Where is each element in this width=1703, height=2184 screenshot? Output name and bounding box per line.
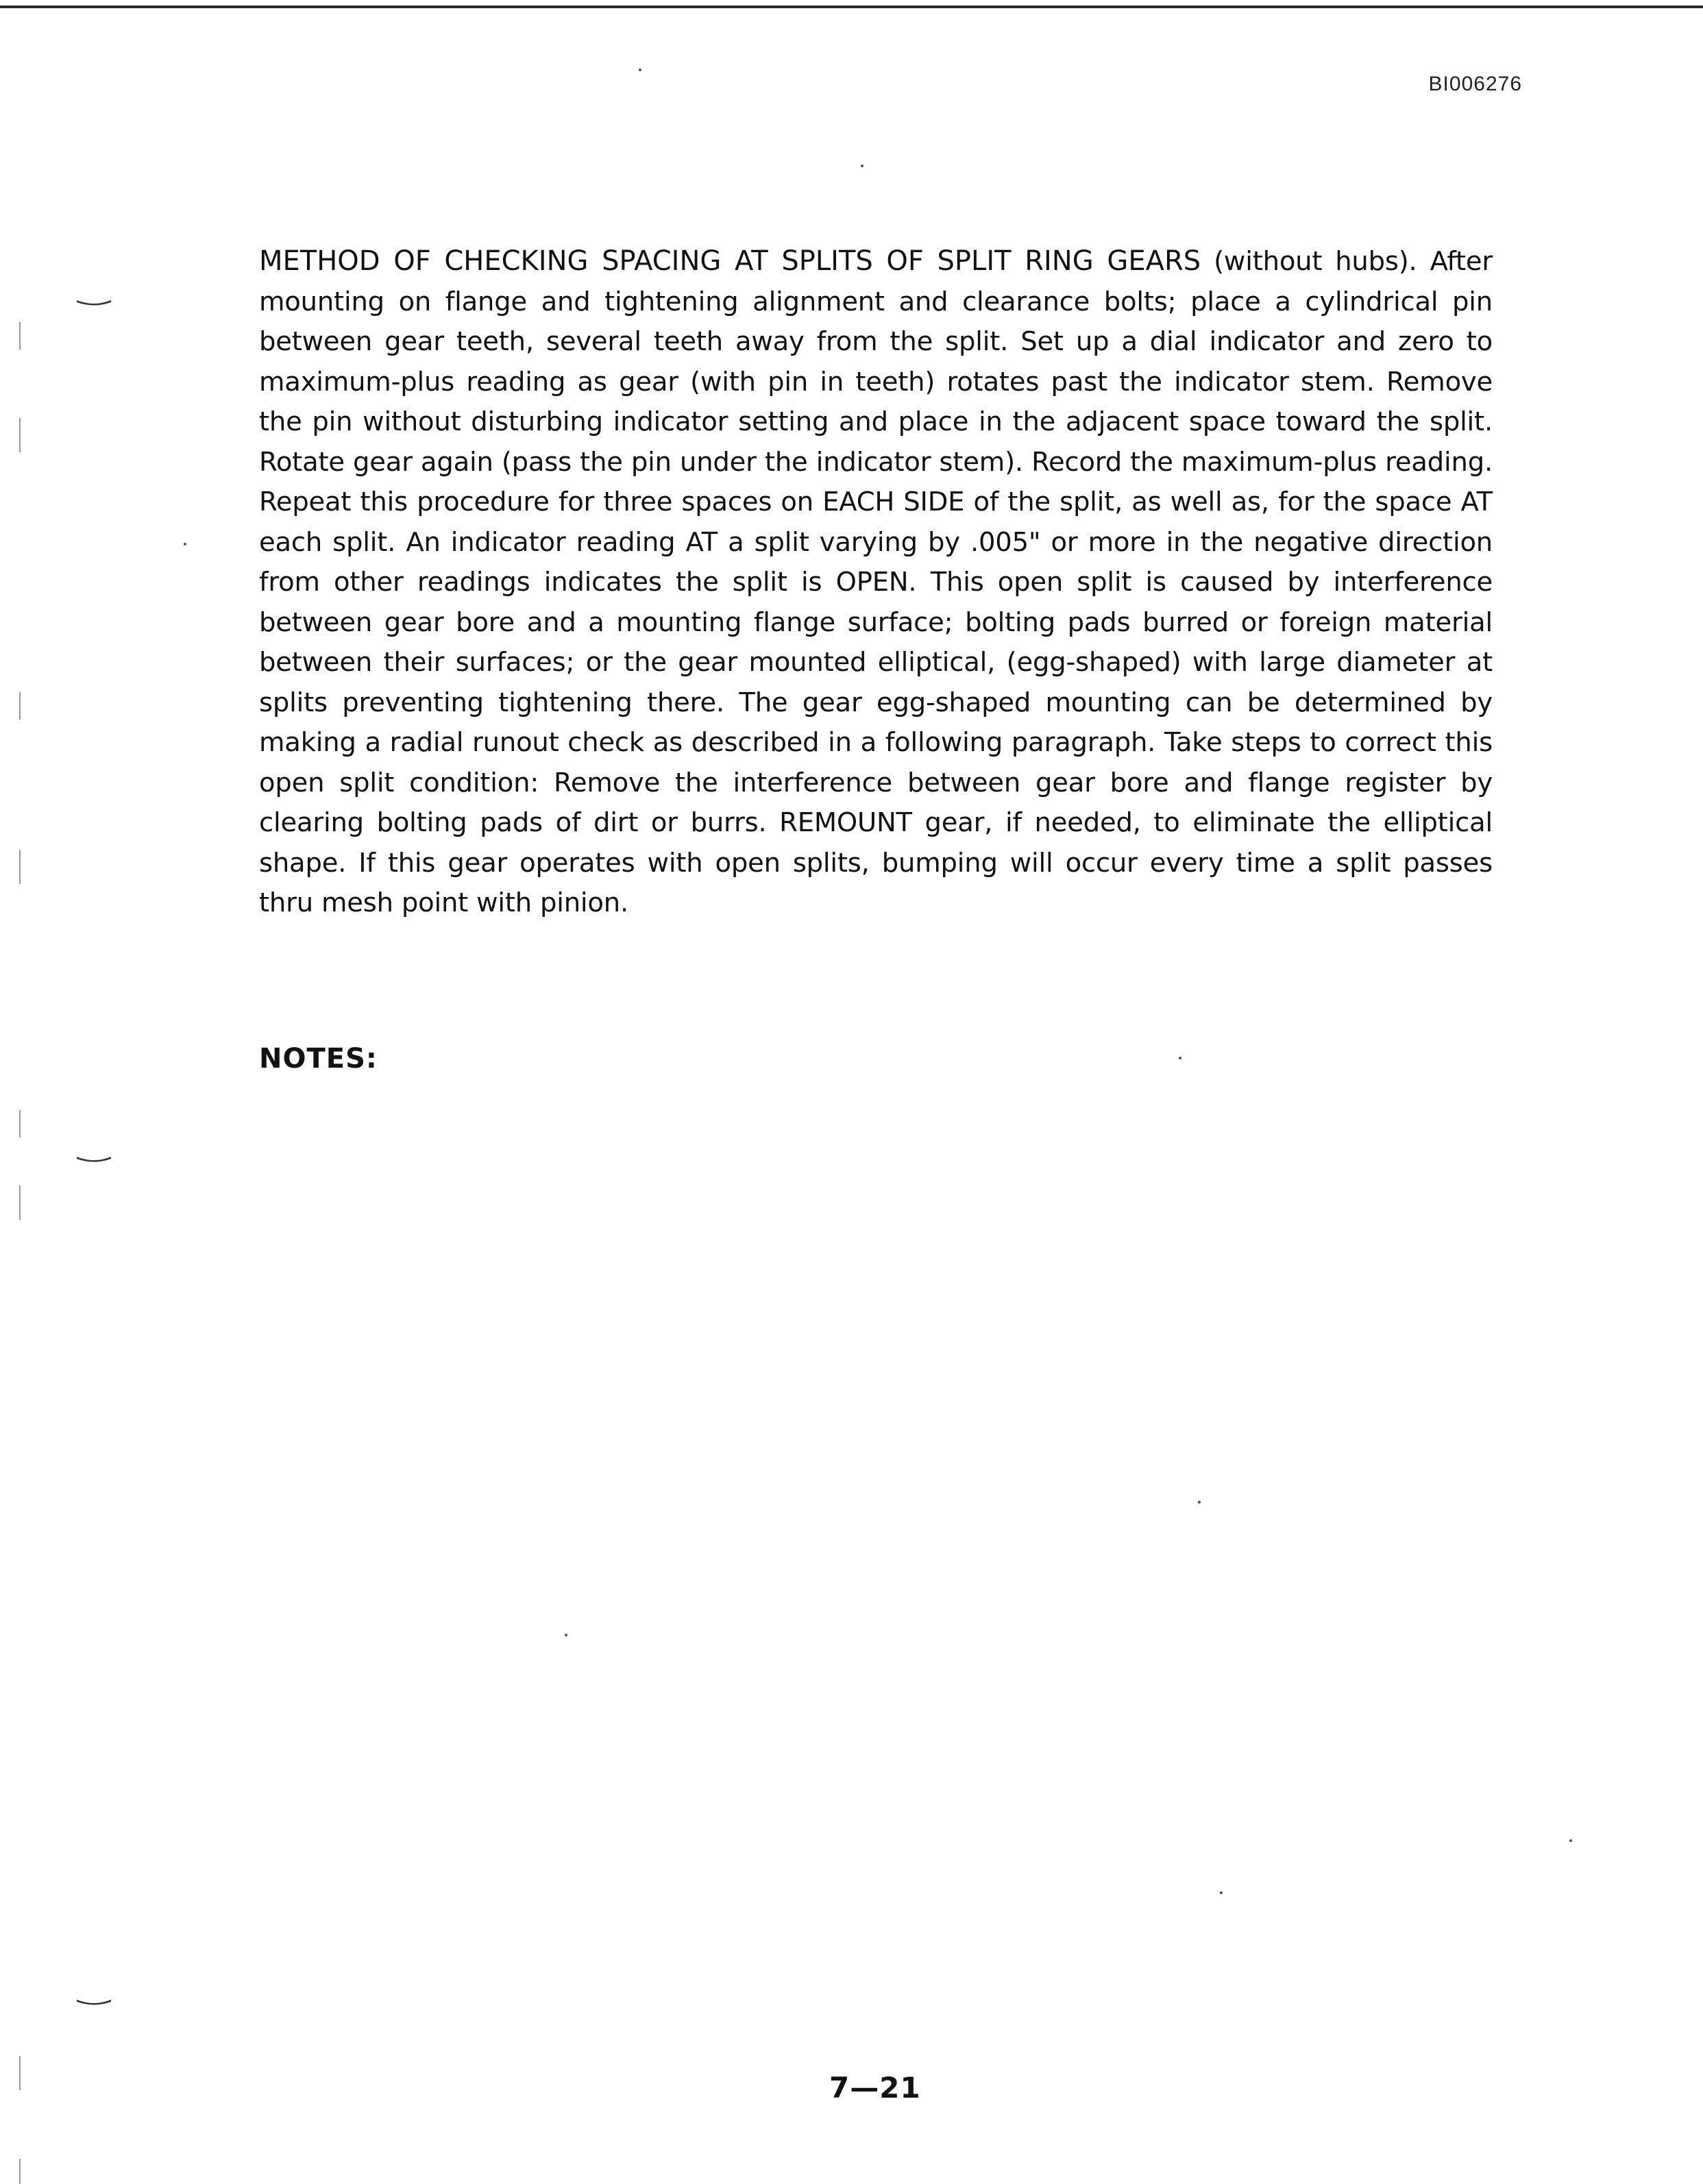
scan-edge-tick	[19, 692, 21, 720]
binder-hole-mark-bottom	[75, 1998, 112, 2005]
scan-speck	[639, 69, 641, 71]
section-heading: METHOD OF CHECKING SPACING AT SPLITS OF SPLIT RING GEARS	[259, 245, 1201, 277]
scan-speck	[1569, 1839, 1572, 1842]
binder-hole-mark-middle	[75, 1155, 112, 1162]
scan-speck	[861, 164, 863, 167]
scan-edge-tick	[19, 1186, 21, 1220]
scan-speck	[184, 543, 186, 545]
scan-speck	[1220, 1891, 1223, 1894]
scan-speck	[565, 1634, 567, 1636]
scan-edge-tick	[19, 322, 21, 349]
document-id: BI006276	[1428, 73, 1522, 95]
scan-edge-tick	[19, 1110, 21, 1138]
scan-edge-tick	[19, 418, 21, 452]
procedure-paragraph	[259, 241, 1493, 924]
notes-heading: NOTES:	[259, 1043, 378, 1075]
scan-speck	[1198, 1501, 1201, 1504]
procedure-body-text: After mounting on flange and tightening alignment and clearance bolts; place a cylindrical pin between gear teeth, several teeth away from the split. Set up a dial indicator and zero to maximum-plus reading as gear (with pin in teeth) rotates past the indicator stem. Remove the pin without disturbing indicator setting and place in the adjacent space toward the split. Rotate gear again (pass the pin under the indicator stem). Record the maximum-plus reading. Repeat this procedure for three spaces on EACH SIDE of the split, as well as, for the space AT each split. An indicator reading AT a split varying by .005" or more in the negative direction from other readings indicates the split is OPEN. This open split is caused by interference between gear bore and a mounting flange surface; bolting pads burred or foreign material between their surfaces; or the gear mounted elliptical, (egg-shaped) with large diameter at splits preventing tightening there. The gear egg-shaped mounting can be determined by making a radial runout check as described in a following paragraph. Take steps to correct this open split condition: Remove the interference between gear bore and flange register by clearing bolting pads of dirt or burrs. REMOUNT gear, if needed, to eliminate the elliptical shape. If this gear operates with open splits, bumping will occur every time a split passes thru mesh point with pinion.	[259, 246, 1493, 918]
scan-speck	[1179, 1057, 1181, 1059]
scan-edge-tick	[19, 2056, 21, 2090]
scan-edge-tick	[19, 2159, 21, 2184]
page-number: 7—21	[829, 2071, 921, 2105]
scan-edge-tick	[19, 850, 21, 884]
top-scan-rule	[0, 5, 1703, 8]
section-heading-suffix: (without hubs).	[1201, 246, 1417, 277]
binder-hole-mark-top	[75, 299, 112, 306]
